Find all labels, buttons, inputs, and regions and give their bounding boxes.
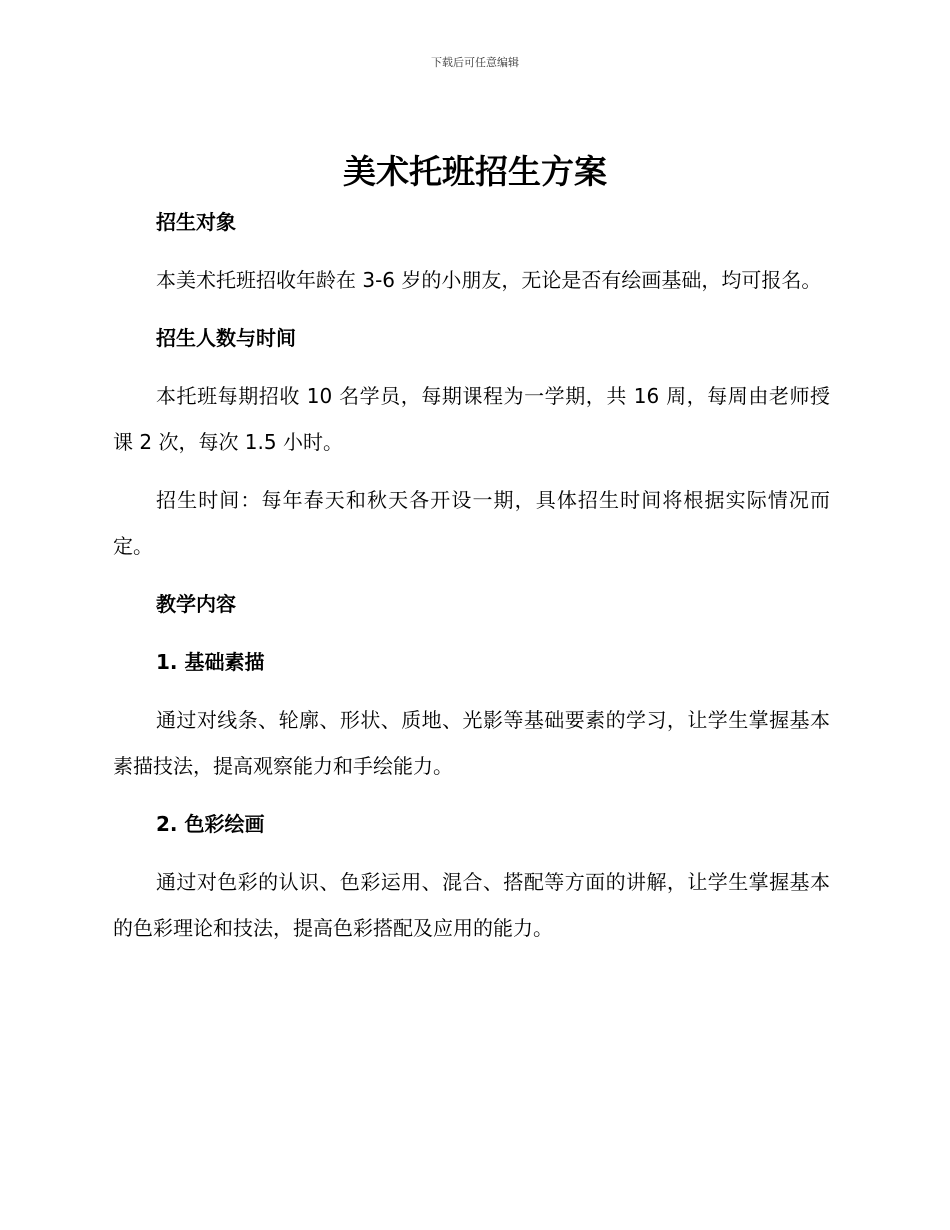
paragraph-color-painting: 通过对色彩的认识、色彩运用、混合、搭配等方面的讲解，让学生掌握基本的色彩理论和技法，提高色彩搭配及应用的能力。 (113, 870, 830, 940)
section-heading-enrollment-target: 招生对象 (156, 210, 236, 234)
document-title: 美术托班招生方案 (343, 152, 607, 191)
page-header-watermark: 下载后可任意编辑 (431, 56, 519, 69)
section-heading-teaching-content: 教学内容 (156, 592, 236, 616)
paragraph-enrollment-target: 本美术托班招收年龄在 3-6 岁的小朋友，无论是否有绘画基础，均可报名。 (156, 268, 822, 292)
paragraph-basic-sketching: 通过对线条、轮廓、形状、质地、光影等基础要素的学习，让学生掌握基本素描技法，提高观察能力和手绘能力。 (113, 708, 830, 778)
paragraph-enrollment-time: 招生时间：每年春天和秋天各开设一期，具体招生时间将根据实际情况而定。 (113, 488, 830, 558)
paragraph-class-size: 本托班每期招收 10 名学员，每期课程为一学期，共 16 周，每周由老师授课 2 次，每次 1.5 小时。 (113, 384, 830, 454)
document-body (113, 199, 830, 963)
subheading-color-painting: 2. 色彩绘画 (156, 812, 265, 836)
subheading-basic-sketching: 1. 基础素描 (156, 650, 265, 674)
section-heading-enrollment-size-time: 招生人数与时间 (156, 326, 296, 350)
